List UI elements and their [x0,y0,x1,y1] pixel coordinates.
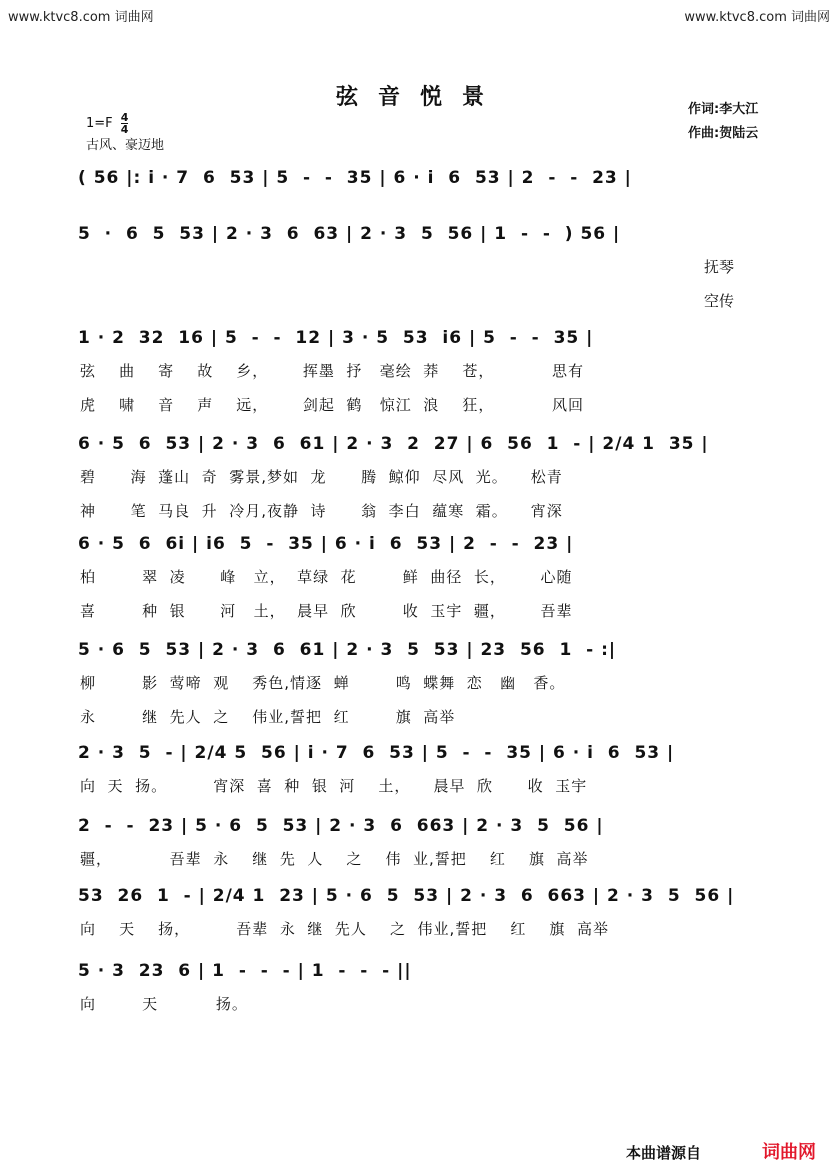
notation-line: ( 56 |: i · 7 6 53 | 5 - - 35 | 6 · i 6 53 | 2 - - 23 | [78,168,632,188]
key-label: 1=F [86,116,113,131]
lyric-line: 碧 海 蓬山 奇 雾景,梦如 龙 腾 鲸仰 尽风 光。 松青 [80,468,563,486]
lyric-line: 向 天 扬。 [80,995,248,1013]
notation-line: 5 · 6 5 53 | 2 · 3 6 63 | 2 · 3 5 56 | 1 - - ) 56 | [78,224,621,244]
lyric-side: 空传 [704,292,735,310]
notation-line: 53 26 1 - | 2/4 1 23 | 5 · 6 5 53 | 2 · 3 6 663 | 2 · 3 5 56 | [78,886,735,906]
watermark-right: www.ktvc8.com 词曲网 [684,10,830,25]
lyric-line: 永 继 先人 之 伟业,誓把 红 旗 高举 [80,708,456,726]
lyric-line: 柳 影 莺啼 观 秀色,情逐 蝉 鸣 蝶舞 恋 幽 香。 [80,674,566,692]
credits [688,98,758,146]
time-signature [121,112,129,135]
notation-line: 5 · 6 5 53 | 2 · 3 6 61 | 2 · 3 5 53 | 23 56 1 - :| [78,640,617,660]
performance-style: 古风、豪迈地 [86,138,165,153]
lyric-line: 弦 曲 寄 故 乡， 挥墨 抒 毫绘 莽 苍， 思有 [80,362,585,380]
lyric-line: 虎 啸 音 声 远， 剑起 鹤 惊江 浪 狂， 风回 [80,396,585,414]
time-signature-denominator: 4 [120,123,129,136]
lyric-line: 神 笔 马良 升 冷月,夜静 诗 翁 李白 蕴寒 霜。 宵深 [80,502,563,520]
lyric-line: 向 天 扬， 吾辈 永 继 先人 之 伟业,誓把 红 旗 高举 [80,920,609,938]
footer-logo: 词曲网 [762,1142,816,1163]
lyric-line: 柏 翠 凌 峰 立， 草绿 花 鲜 曲径 长， 心随 [80,568,573,586]
lyric-side: 抚琴 [704,258,735,276]
song-title: 弦音悦景 [335,85,504,110]
notation-line: 2 - - 23 | 5 · 6 5 53 | 2 · 3 6 663 | 2 · 3 5 56 | [78,816,604,836]
notation-line: 5 · 3 23 6 | 1 - - - | 1 - - - || [78,961,412,981]
notation-line: 1 · 2 32 16 | 5 - - 12 | 3 · 5 53 i6 | 5 - - 35 | [78,328,594,348]
lyric-line: 疆， 吾辈 永 继 先 人 之 伟 业,誓把 红 旗 高举 [80,850,589,868]
lyricist: 作词:李大江 [688,102,759,117]
composer: 作曲:贺陆云 [688,126,759,141]
lyric-line: 喜 种 银 河 土， 晨早 欣 收 玉宇 疆， 吾辈 [80,602,573,620]
footer-source: 本曲谱源自 [626,1144,702,1162]
lyric-line: 向 天 扬。 宵深 喜 种 银 河 土， 晨早 欣 收 玉宇 [80,777,588,795]
time-signature-numerator: 4 [120,111,129,124]
notation-line: 6 · 5 6 6i | i6 5 - 35 | 6 · i 6 53 | 2 - - 23 | [78,534,574,554]
watermark-left: www.ktvc8.com 词曲网 [8,10,154,25]
notation-line: 2 · 3 5 - | 2/4 5 56 | i · 7 6 53 | 5 - - 35 | 6 · i 6 53 | [78,743,675,763]
key-signature [86,112,128,135]
notation-line: 6 · 5 6 53 | 2 · 3 6 61 | 2 · 3 2 27 | 6 56 1 - | 2/4 1 35 | [78,434,709,454]
